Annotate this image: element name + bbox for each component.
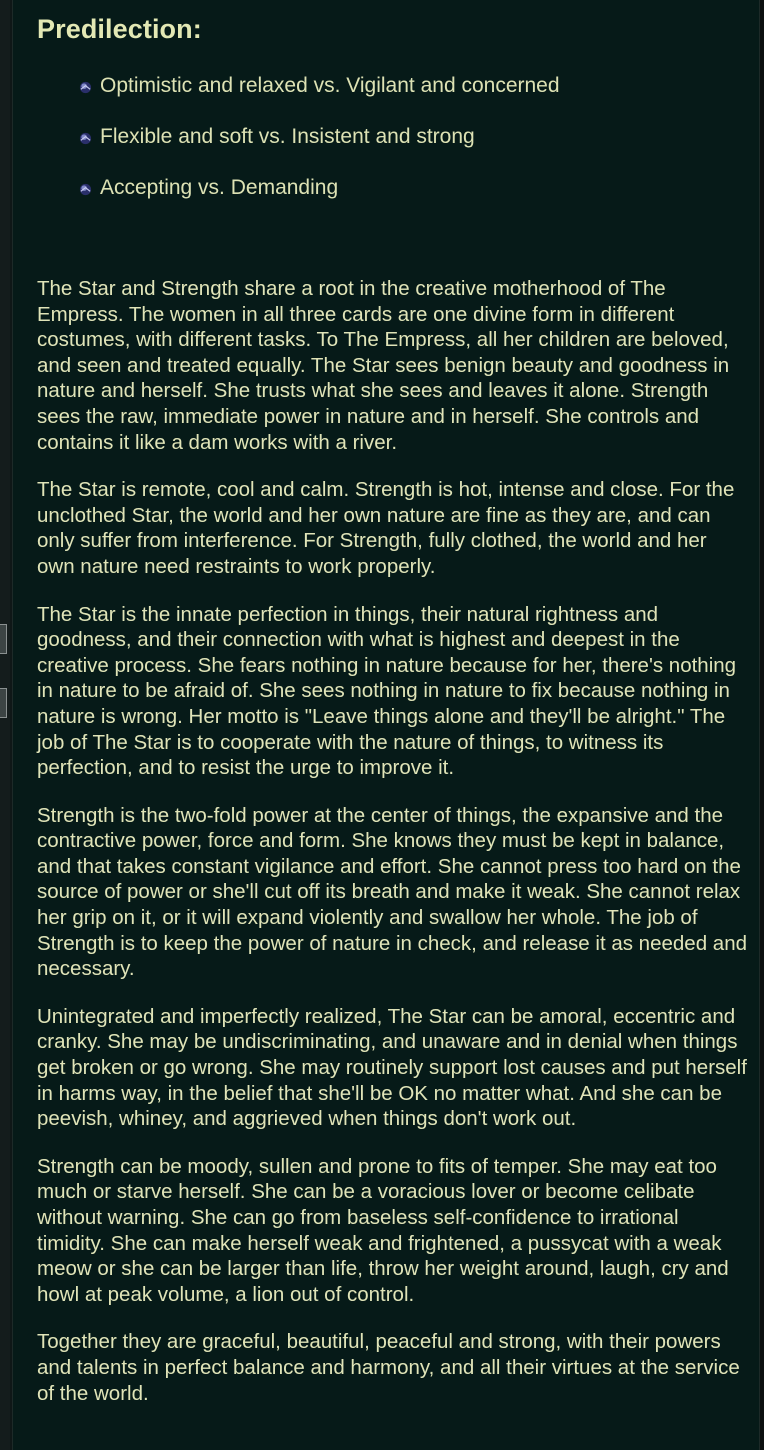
paragraph: Strength can be moody, sullen and prone to fits of temper. She may eat too much or starve herself. She can be a voracious lover or become celibate without warning. She can go from baseless self-confidence to irrational timidity. She can make herself weak and frightened, a pussycat with a weak meow or she can be larger than life, throw her weight around, laugh, cry and howl at peak volume, a lion out of control. (37, 1154, 729, 1306)
side-tab-lower[interactable] (0, 688, 7, 718)
dark-orb-bullet-icon (79, 183, 92, 196)
dark-orb-bullet-icon (79, 132, 92, 145)
left-edge-strip (0, 0, 10, 1450)
side-tab-upper[interactable] (0, 624, 7, 654)
predilection-text: Accepting vs. Demanding (100, 176, 339, 199)
predilection-text: Optimistic and relaxed vs. Vigilant and concerned (100, 74, 560, 97)
paragraph: The Star is the innate perfection in things, their natural rightness and goodness, and their connection with what is highest and deepest in the creative process. She fears nothing in nature because for her, there's nothing in nature to be afraid of. She sees nothing in nature to fix because nothing in nature is wrong. Her motto is "Leave things alone and they'll be alright." The job of The Star is to cooperate with the nature of things, to witness its perfection, and to resist the urge to improve it. (37, 602, 737, 780)
right-edge-strip (760, 0, 764, 1450)
article-body (37, 276, 749, 1428)
predilection-item (79, 174, 560, 225)
predilection-item (79, 123, 560, 174)
predilection-text: Flexible and soft vs. Insistent and strong (100, 125, 475, 148)
paragraph: The Star and Strength share a root in the creative motherhood of The Empress. The women in all three cards are one divine form in different costumes, with different tasks. To The Empress, all her children are beloved, and seen and treated equally. The Star sees benign beauty and goodness in nature and herself. She trusts what she sees and leaves it alone. Strength sees the raw, immediate power in nature and in herself. She controls and contains it like a dam works with a river. (37, 277, 730, 454)
dark-orb-bullet-icon (79, 81, 92, 94)
paragraph: Strength is the two-fold power at the center of things, the expansive and the contractive power, force and form. She knows they must be kept in balance, and that takes constant vigilance and effort. She cannot press too hard on the source of power or she'll cut off its breath and make it weak. She cannot relax her grip on it, or it will expand violently and swallow her whole. The job of Strength is to keep the power of nature in check, and release it as needed and necessary. (37, 803, 747, 981)
predilection-heading: Predilection: (37, 14, 202, 44)
paragraph: Together they are graceful, beautiful, peaceful and strong, with their powers and talents in perfect balance and harmony, and all their virtues at the service of the world. (37, 1330, 740, 1405)
predilection-list (79, 72, 560, 225)
content-panel (12, 0, 760, 1450)
predilection-item (79, 72, 560, 123)
paragraph: Unintegrated and imperfectly realized, The Star can be amoral, eccentric and cranky. She may be undiscriminating, and unaware and in denial when things get broken or go wrong. She may routinely support lost causes and put herself in harms way, in the belief that she'll be OK no matter what. And she can be peevish, whiney, and aggrieved when things don't work out. (37, 1004, 747, 1131)
paragraph: The Star is remote, cool and calm. Strength is hot, intense and close. For the unclothed Star, the world and her own nature are fine as they are, and can only suffer from interference. For Strength, fully clothed, the world and her own nature need restraints to work properly. (37, 478, 735, 578)
